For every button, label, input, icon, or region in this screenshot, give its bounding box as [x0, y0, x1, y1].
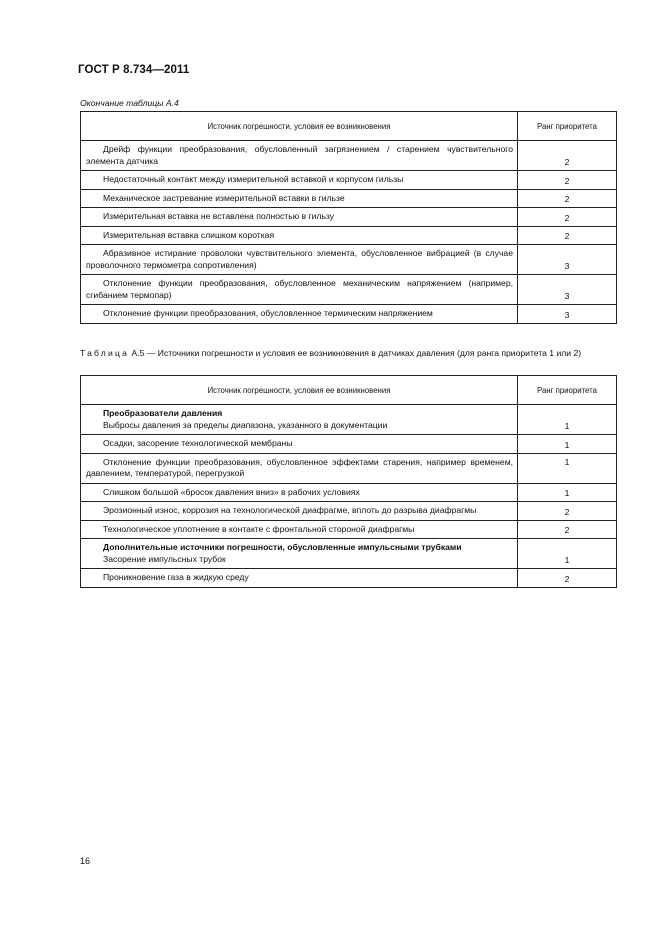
source-text: Отклонение функции преобразования, обусловленное термическим напряжением	[103, 308, 433, 318]
source-cell	[81, 305, 518, 324]
table-a5-body	[81, 405, 617, 588]
table-row	[81, 435, 617, 454]
rank-cell: 3	[518, 245, 617, 275]
table-a4	[80, 111, 617, 324]
source-cell	[81, 539, 518, 569]
rank-cell: 3	[518, 275, 617, 305]
source-text: Отклонение функции преобразования, обусловленное эффектами старения, например временем, давлением, температурой, перегрузкой	[86, 456, 513, 478]
table-a5-caption-text: А.5 — Источники погрешности и условия ее возникновения в датчиках давления (для ранга приоритета 1 или 2)	[129, 348, 582, 358]
rank-cell: 1	[518, 405, 617, 435]
table-a5-caption	[80, 347, 617, 359]
source-text: Недостаточный контакт между измерительной вставкой и корпусом гильзы	[103, 174, 404, 184]
source-cell	[81, 520, 518, 539]
source-cell	[81, 208, 518, 227]
source-text: Измерительная вставка не вставлена полностью в гильзу	[103, 211, 335, 221]
source-text: Слишком большой «бросок давления вниз» в рабочих условиях	[103, 486, 360, 497]
table-row	[81, 483, 617, 502]
document-code: ГОСТ Р 8.734—2011	[78, 64, 190, 76]
source-cell	[81, 189, 518, 208]
rank-cell: 2	[518, 189, 617, 208]
source-text: Засорение импульсных трубок	[103, 553, 226, 564]
source-cell	[81, 275, 518, 305]
table-a4-caption: Окончание таблицы А.4	[80, 98, 179, 108]
table-row	[81, 245, 617, 275]
source-text: Проникновение газа в жидкую среду	[103, 572, 249, 582]
table-row	[81, 171, 617, 190]
table-row	[81, 305, 617, 324]
rank-cell: 1	[518, 539, 617, 569]
source-cell	[81, 245, 518, 275]
table-row	[81, 405, 617, 435]
rank-cell: 2	[518, 208, 617, 227]
rank-cell: 1	[518, 483, 617, 502]
source-cell	[81, 141, 518, 171]
rank-cell: 3	[518, 305, 617, 324]
source-text: Измерительная вставка слишком короткая	[103, 229, 275, 240]
source-cell	[81, 453, 518, 483]
source-text: Эрозионный износ, коррозия на технологической диафрагме, вплоть до разрыва диафрагмы	[103, 505, 477, 515]
group-header: Дополнительные источники погрешности, обусловленные импульсными трубками	[103, 542, 462, 552]
rank-cell: 1	[518, 435, 617, 454]
table-a5	[80, 375, 617, 588]
table-a5-header-row	[81, 376, 617, 405]
table-a4-col-source: Источник погрешности, условия ее возникновения	[81, 112, 518, 141]
group-header: Преобразователи давления	[103, 408, 223, 418]
rank-cell: 2	[518, 141, 617, 171]
source-text: Дрейф функции преобразования, обусловленный загрязнением / старением чувствительного элемента датчика	[86, 144, 513, 166]
table-row	[81, 539, 617, 569]
table-a4-header-row	[81, 112, 617, 141]
rank-cell: 2	[518, 226, 617, 245]
rank-cell: 2	[518, 569, 617, 588]
rank-cell: 2	[518, 502, 617, 521]
table-row	[81, 520, 617, 539]
table-row	[81, 569, 617, 588]
page-number: 16	[80, 856, 91, 866]
table-row	[81, 208, 617, 227]
table-row	[81, 226, 617, 245]
source-cell	[81, 502, 518, 521]
table-a4-body	[81, 141, 617, 324]
source-text: Технологическое уплотнение в контакте с фронтальной стороной диафрагмы	[103, 523, 415, 534]
source-cell	[81, 483, 518, 502]
table-row	[81, 141, 617, 171]
source-cell	[81, 226, 518, 245]
table-row	[81, 275, 617, 305]
source-cell	[81, 435, 518, 454]
table-a5-col-source: Источник погрешности, условия ее возникновения	[81, 376, 518, 405]
source-cell	[81, 569, 518, 588]
table-a5-col-rank: Ранг приоритета	[518, 376, 617, 405]
source-text: Отклонение функции преобразования, обусловленное механическим напряжением (например, сгибанием термопар)	[86, 278, 513, 300]
table-a5-caption-label: Таблица	[80, 348, 130, 358]
source-cell	[81, 171, 518, 190]
table-a4-col-rank: Ранг приоритета	[518, 112, 617, 141]
source-text: Абразивное истирание проволоки чувствительного элемента, обусловленное вибрацией (в случае проволочного термометра сопротивления)	[86, 248, 513, 270]
source-text: Осадки, засорение технологической мембраны	[103, 438, 293, 448]
source-cell	[81, 405, 518, 435]
table-row	[81, 502, 617, 521]
rank-cell: 2	[518, 171, 617, 190]
table-row	[81, 453, 617, 483]
source-text: Механическое застревание измерительной вставки в гильзе	[103, 192, 345, 203]
source-text: Выбросы давления за пределы диапазона, указанного в документации	[103, 419, 388, 430]
rank-cell: 1	[518, 453, 617, 483]
table-row	[81, 189, 617, 208]
rank-cell: 2	[518, 520, 617, 539]
